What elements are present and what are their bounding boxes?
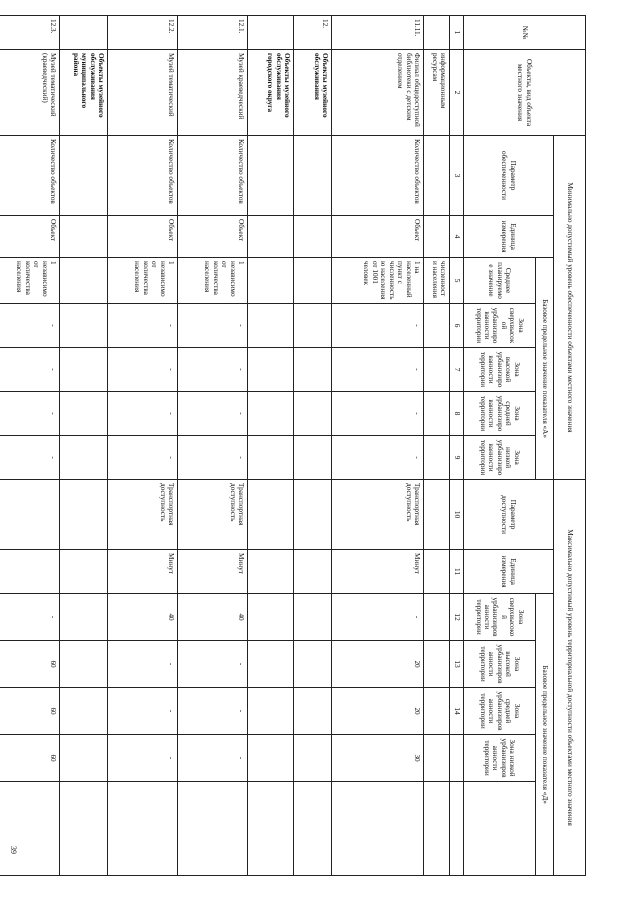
cell-a8 [60,436,108,480]
cell-a6: - [332,348,424,392]
cell-object: Объекты музейного обслуживания городского округа [248,50,294,136]
cell-a8 [248,436,294,480]
table-row [424,16,450,876]
cell-a8 [294,436,332,480]
column-number: 8 [450,392,464,436]
cell-no [60,16,108,50]
cell-object: Музей тематический (краеведческий) [0,50,60,136]
header-zone-mid-d: Зона средней урбанизированности территории [464,688,536,735]
column-number: 9 [450,436,464,480]
table-row [294,16,332,876]
header-col-object: Объекты, вид объекта местного значения [464,50,586,136]
cell-avg [248,258,294,304]
cell-a8: - [108,436,178,480]
cell-a7 [424,392,450,436]
cell-d14: - [108,735,178,782]
cell-avg: численности населения [424,258,450,304]
header-zone-low: Зона низкой урбанизированности территории [464,436,536,480]
cell-spacer [248,782,294,876]
cell-d14 [294,735,332,782]
column-number: 11 [450,550,464,594]
cell-a6 [60,348,108,392]
column-number: 10 [450,480,464,550]
cell-object: Объекты музейного обслуживания [294,50,332,136]
cell-access [60,480,108,550]
cell-a7 [294,392,332,436]
cell-d14 [248,735,294,782]
cell-spacer [178,782,248,876]
cell-no: 12.3. [0,16,60,50]
cell-spacer [60,782,108,876]
cell-a5: - [0,304,60,348]
cell-avg: 1 независимо от количества населения [178,258,248,304]
cell-d13 [294,688,332,735]
cell-no [424,16,450,50]
column-number: 13 [450,641,464,688]
cell-unit [294,216,332,258]
cell-d11 [424,594,450,641]
cell-avg: 1 независимо от количества населения [108,258,178,304]
cell-unit_d [294,550,332,594]
cell-d14: 60 [0,735,60,782]
cell-access [294,480,332,550]
cell-a8: - [178,436,248,480]
column-number-spacer [450,735,464,782]
cell-access [0,480,60,550]
cell-d14: 30 [332,735,424,782]
cell-a7: - [332,392,424,436]
cell-param: Количество объектов [178,136,248,216]
header-unit-max: Единица измерения [464,550,554,594]
cell-a7 [60,392,108,436]
header-spacer [464,782,536,876]
cell-d12: 20 [332,641,424,688]
cell-unit_d [248,550,294,594]
cell-no: 12. [294,16,332,50]
cell-d13: 60 [0,688,60,735]
cell-a5: - [108,304,178,348]
cell-a7: - [178,392,248,436]
cell-avg: 1 на населенный пункт с численностью населения от 1001 человек [332,258,424,304]
column-number: 4 [450,216,464,258]
cell-no [248,16,294,50]
cell-a5 [424,304,450,348]
column-number: 5 [450,258,464,304]
cell-avg [294,258,332,304]
cell-param: Количество объектов [108,136,178,216]
cell-no: 11.11. [332,16,424,50]
cell-a5 [248,304,294,348]
cell-spacer [0,782,60,876]
cell-param: Количество объектов [0,136,60,216]
cell-a6 [424,348,450,392]
cell-d11: 40 [178,594,248,641]
standards-table [0,15,586,876]
header-zone-strong: Зона сверхвысокой урбанизированности территории [464,304,536,348]
cell-unit: Объект [178,216,248,258]
cell-avg: 1 независимо от количества населения [0,258,60,304]
cell-access: Транспортная доступность [178,480,248,550]
cell-param [294,136,332,216]
cell-a7 [248,392,294,436]
cell-a8 [424,436,450,480]
table-row [108,16,178,876]
header-group-max: Максимально допустимый уровень территориальной доступности объектами местного значения [554,480,586,876]
cell-param [424,136,450,216]
cell-param [248,136,294,216]
cell-no: 12.2. [108,16,178,50]
header-param-max: Параметр доступности [464,480,554,550]
table-row [0,16,60,876]
cell-a7: - [108,392,178,436]
cell-d11: - [332,594,424,641]
header-col-no: №№ [464,16,586,50]
cell-a5 [60,304,108,348]
cell-unit_d: Минут [332,550,424,594]
header-group-min: Минимально допустимый уровень обеспеченности объектами местного значения [554,136,586,480]
header-zone-strong-d: Зона сверхвысокой урбанизированности территории [464,594,536,641]
cell-unit [248,216,294,258]
cell-a8: - [0,436,60,480]
cell-access: Транспортная доступность [332,480,424,550]
cell-object: Филиал общедоступной библиотеки с детским отделением [332,50,424,136]
header-zone-high-d: Зона высокой урбанизированности территории [464,641,536,688]
cell-unit: Объект [0,216,60,258]
cell-d13 [248,688,294,735]
cell-access [248,480,294,550]
cell-access: Транспортная доступность [108,480,178,550]
column-number: 2 [450,50,464,136]
cell-d13: - [108,688,178,735]
table-row [178,16,248,876]
cell-param: Количество объектов [332,136,424,216]
cell-unit_d: Минут [178,550,248,594]
header-zone-low-d: Зона низкой урбанизированности территории [464,735,536,782]
cell-unit_d [424,550,450,594]
cell-a6: - [108,348,178,392]
cell-a5 [294,304,332,348]
cell-unit: Объект [108,216,178,258]
cell-d11: - [0,594,60,641]
cell-d13: - [178,688,248,735]
cell-d12 [294,641,332,688]
column-number: 6 [450,304,464,348]
column-number: 1 [450,16,464,50]
cell-spacer [332,782,424,876]
cell-d11 [248,594,294,641]
cell-d12 [248,641,294,688]
cell-a6 [294,348,332,392]
cell-d11 [294,594,332,641]
cell-no: 12.1. [178,16,248,50]
header-base-d: Базовое предельное значение показателя «Д» [536,594,554,876]
header-zone-mid: Зона средней урбанизированности территории [464,392,536,436]
header-zone-high: Зона высокой урбанизированности территории [464,348,536,392]
header-base-a: Базовое предельное значение показателя «А» [536,258,554,480]
table-row [60,16,108,876]
cell-a6 [248,348,294,392]
cell-object: Музей краеведческий [178,50,248,136]
cell-unit [60,216,108,258]
cell-unit_d [0,550,60,594]
table-row [332,16,424,876]
cell-d13: 20 [332,688,424,735]
cell-unit_d [60,550,108,594]
cell-unit: Объект [332,216,424,258]
cell-d11 [60,594,108,641]
cell-d13 [424,688,450,735]
cell-unit [424,216,450,258]
cell-d12: - [108,641,178,688]
header-avg: Среднее планируемое значение [464,258,536,304]
cell-d13 [60,688,108,735]
table-row [248,16,294,876]
cell-param [60,136,108,216]
column-number: 12 [450,594,464,641]
cell-d12: - [178,641,248,688]
page-number: 39 [9,846,18,854]
cell-a8: - [332,436,424,480]
cell-a6: - [0,348,60,392]
column-number: 14 [450,688,464,735]
cell-d12 [60,641,108,688]
cell-object: Музей тематический [108,50,178,136]
header-param-min: Параметр обеспеченности [464,136,554,216]
cell-avg [60,258,108,304]
cell-spacer [424,782,450,876]
column-number: 3 [450,136,464,216]
cell-a7: - [0,392,60,436]
header-unit-min: Единица измерения [464,216,554,258]
cell-d14 [60,735,108,782]
cell-d14: - [178,735,248,782]
cell-spacer [108,782,178,876]
cell-d12 [424,641,450,688]
column-number-spacer [450,782,464,876]
cell-access [424,480,450,550]
cell-d11: 40 [108,594,178,641]
cell-a6: - [178,348,248,392]
cell-d12: 60 [0,641,60,688]
column-number: 7 [450,348,464,392]
cell-a5: - [178,304,248,348]
cell-unit_d: Минут [108,550,178,594]
cell-d14 [424,735,450,782]
table-body [0,16,450,876]
cell-a5: - [332,304,424,348]
cell-object: информационным ресурсам [424,50,450,136]
cell-spacer [294,782,332,876]
rotated-table-wrapper [15,15,586,875]
cell-object: Объекты музейного обслуживания муниципального района [60,50,108,136]
